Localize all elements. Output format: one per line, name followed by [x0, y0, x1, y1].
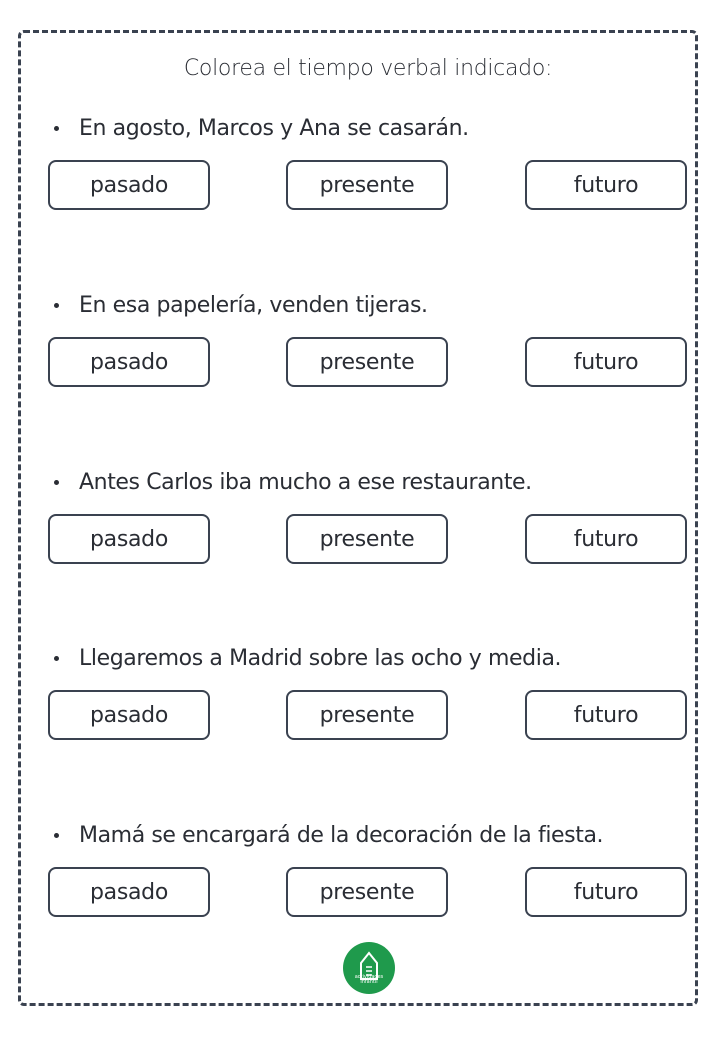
sentence-text: Mamá se encargará de la decoración de la fiesta. [79, 823, 604, 848]
question-sentence [48, 116, 469, 141]
option-pasado[interactable]: pasado [48, 337, 210, 387]
tense-options [48, 867, 688, 919]
tense-options [48, 337, 688, 389]
bullet-icon [54, 656, 59, 661]
bullet-icon [54, 303, 59, 308]
question-sentence [48, 470, 532, 495]
option-pasado[interactable]: pasado [48, 160, 210, 210]
sentence-text: Antes Carlos iba mucho a ese restaurante. [79, 470, 532, 495]
tense-options [48, 160, 688, 212]
option-futuro[interactable]: futuro [525, 514, 687, 564]
option-presente[interactable]: presente [286, 337, 448, 387]
logo-text: actividades infantil [354, 974, 384, 985]
sentence-text: Llegaremos a Madrid sobre las ocho y media. [79, 646, 562, 671]
question-sentence [48, 823, 603, 848]
option-presente[interactable]: presente [286, 690, 448, 740]
sentence-text: En agosto, Marcos y Ana se casarán. [79, 116, 469, 141]
tense-options [48, 690, 688, 742]
option-futuro[interactable]: futuro [525, 160, 687, 210]
option-futuro[interactable]: futuro [525, 690, 687, 740]
question-1 [48, 116, 688, 266]
option-pasado[interactable]: pasado [48, 690, 210, 740]
question-3 [48, 470, 688, 620]
bullet-icon [54, 480, 59, 485]
option-presente[interactable]: presente [286, 867, 448, 917]
bullet-icon [54, 126, 59, 131]
question-sentence [48, 293, 428, 318]
question-sentence [48, 646, 561, 671]
option-pasado[interactable]: pasado [48, 867, 210, 917]
option-futuro[interactable]: futuro [525, 867, 687, 917]
question-4 [48, 646, 688, 796]
question-2 [48, 293, 688, 443]
site-logo [343, 942, 395, 994]
option-futuro[interactable]: futuro [525, 337, 687, 387]
option-pasado[interactable]: pasado [48, 514, 210, 564]
sentence-text: En esa papelería, venden tijeras. [79, 293, 428, 318]
option-presente[interactable]: presente [286, 514, 448, 564]
bullet-icon [54, 833, 59, 838]
worksheet-instruction: Colorea el tiempo verbal indicado: [183, 56, 553, 81]
tense-options [48, 514, 688, 566]
option-presente[interactable]: presente [286, 160, 448, 210]
